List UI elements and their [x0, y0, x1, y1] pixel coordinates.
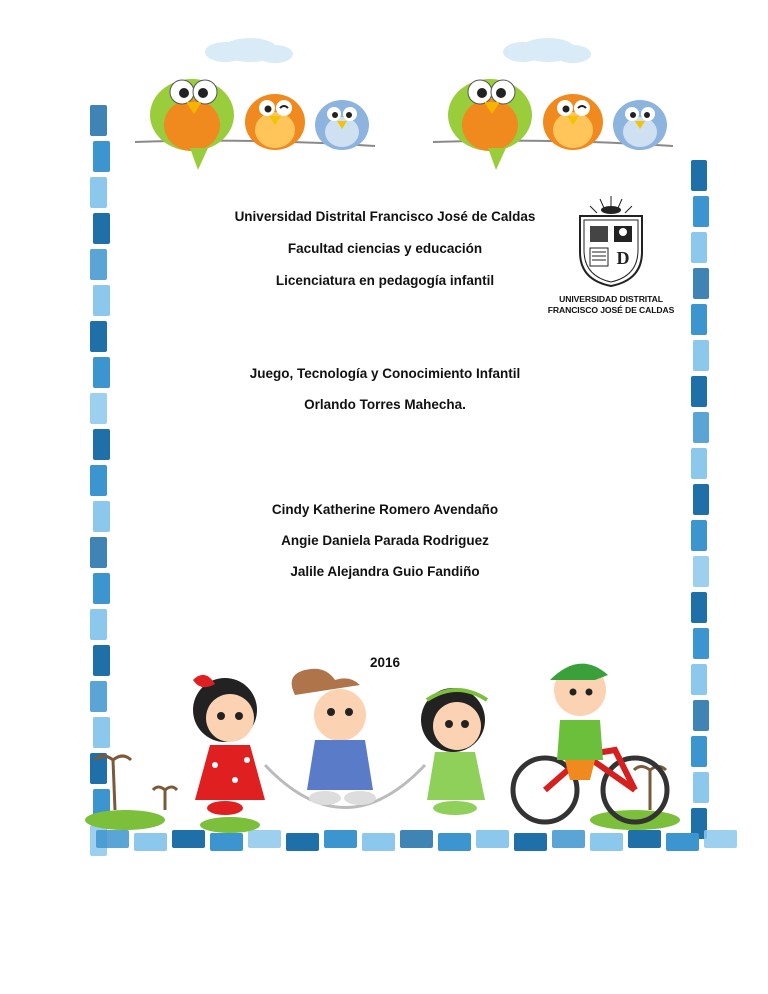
frame-tile — [90, 249, 107, 280]
children-illustration — [75, 660, 705, 840]
frame-tile — [693, 412, 709, 443]
frame-tile — [691, 592, 707, 623]
frame-tile — [90, 393, 107, 424]
year: 2016 — [369, 655, 401, 670]
frame-tile — [93, 429, 110, 460]
frame-tile — [693, 340, 709, 371]
frame-tile — [90, 177, 107, 208]
author-name: Jalile Alejandra Guio Fandiño — [290, 564, 480, 579]
frame-tile — [691, 520, 707, 551]
frame-tile — [93, 213, 110, 244]
university-title: Universidad Distrital Francisco José de Caldas — [234, 209, 536, 224]
course-title: Juego, Tecnología y Conocimiento Infantil — [249, 366, 521, 381]
svg-text:D: D — [616, 248, 630, 268]
frame-tile — [693, 196, 709, 227]
logo-line-2: FRANCISCO JOSÉ DE CALDAS — [547, 305, 675, 315]
frame-tile — [93, 285, 110, 316]
frame-tile — [90, 321, 107, 352]
frame-tile — [90, 609, 107, 640]
author-name: Angie Daniela Parada Rodriguez — [281, 533, 489, 548]
frame-tile — [90, 465, 107, 496]
frame-tile — [691, 376, 707, 407]
frame-tile — [691, 160, 707, 191]
frame-tile — [693, 556, 709, 587]
frame-tile — [93, 573, 110, 604]
teacher-name: Orlando Torres Mahecha. — [304, 397, 466, 412]
birds-illustration-left — [130, 30, 380, 175]
logo-line-1: UNIVERSIDAD DISTRITAL — [559, 294, 663, 304]
frame-tile — [704, 830, 737, 848]
frame-tile — [93, 357, 110, 388]
frame-tile — [691, 448, 707, 479]
frame-tile — [691, 304, 707, 335]
birds-illustration-right — [428, 30, 678, 175]
frame-tile — [691, 232, 707, 263]
frame-tile — [693, 628, 709, 659]
frame-tile — [90, 105, 107, 136]
frame-tile — [90, 537, 107, 568]
frame-tile — [93, 501, 110, 532]
frame-tile — [93, 141, 110, 172]
faculty-line: Facultad ciencias y educación — [287, 241, 483, 256]
program-line: Licenciatura en pedagogía infantil — [275, 273, 495, 288]
frame-tile — [693, 268, 709, 299]
frame-tile — [693, 484, 709, 515]
author-name: Cindy Katherine Romero Avendaño — [271, 502, 499, 517]
